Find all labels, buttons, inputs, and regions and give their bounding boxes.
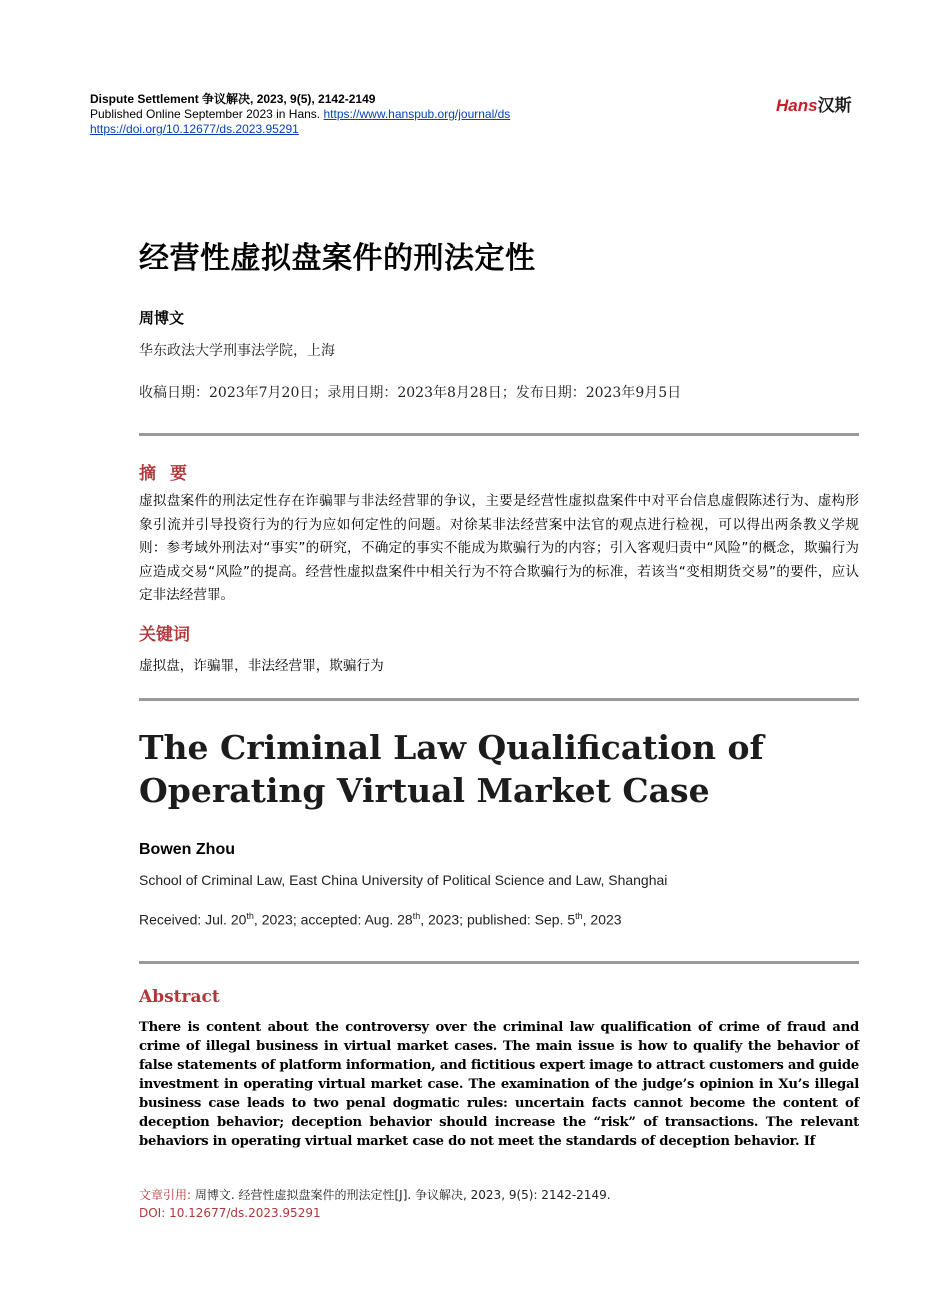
en-article-title: The Criminal Law Qualification of Operating Virtual Market Case [139,728,764,810]
zh-abstract-body: 虚拟盘案件的刑法定性存在诈骗罪与非法经营罪的争议，主要是经营性虚拟盘案件中对平台信息虚假陈述行为、虚构形象引流并引导投资行为的行为应如何定性的问题。对徐某非法经营案中法官的观点进行检视，可以得出两条教义学规则：参考域外刑法对“事实”的研究，不确定的事实不能成为欺骗行为的内容；引入客观归责中“风险”的概念，欺骗行为应造成交易“风险”的提高。经营性虚拟盘案件中相关行为不符合欺骗行为的标准，若该当“变相期货交易”的要件，应认定非法经营罪。 [139,493,859,603]
en-abstract-heading: Abstract [139,987,220,1007]
published-date: , 2023; published: Sep. 5 [420,911,576,928]
zh-keywords: 虚拟盘，诈骗罪，非法经营罪，欺骗行为 [139,658,384,674]
section-divider [139,433,859,436]
logo-brand: Hans [776,96,818,115]
zh-keywords-heading: 关键词 [139,625,190,645]
en-author: Bowen Zhou [139,841,235,858]
doi-url-link[interactable]: https://doi.org/10.12677/ds.2023.95291 [90,122,299,136]
journal-url-link[interactable]: https://www.hanspub.org/journal/ds [323,107,511,121]
section-divider [139,698,859,701]
published-prefix: Published Online September 2023 in Hans. [90,107,324,121]
citation-line [139,1186,611,1204]
published-year: , 2023 [582,911,622,928]
zh-affiliation: 华东政法大学刑事法学院，上海 [139,343,335,359]
publisher-logo [776,91,852,116]
zh-abstract-heading: 摘要 [139,464,201,484]
citation-label: 文章引用: [139,1188,195,1202]
received-ordinal: th [246,911,254,921]
citation-doi: DOI: 10.12677/ds.2023.95291 [139,1206,321,1220]
section-divider [139,961,859,964]
accepted-ordinal: th [412,911,421,921]
published-line [90,107,870,122]
en-dates [139,911,622,928]
published-ordinal: th [575,911,583,921]
received-date: Received: Jul. 20 [139,911,247,928]
zh-article-title: 经营性虚拟盘案件的刑法定性 [139,241,536,276]
doi-line [90,122,870,137]
journal-line: Dispute Settlement 争议解决, 2023, 9(5), 2142-2149 [90,92,376,106]
logo-brand-cn: 汉斯 [817,96,852,115]
zh-dates: 收稿日期：2023年7月20日；录用日期：2023年8月28日；发布日期：2023年9月5日 [139,385,682,401]
en-abstract-body: There is content about the controversy over the criminal law qualification of crime of fraud and crime of illegal business in virtual market cases. The main issue is how to qualify the behavior of false statements of platform information, and fictitious expert image to attract customers and guide investment in operating virtual market case. The examination of the judge’s opinion in Xu’s illegal business case leads to two penal dogmatic rules: uncertain facts cannot become the content of deception behavior; deception behavior should increase the “risk” of transactions. The relevant behaviors in operating virtual market case do not meet the standards of deception behavior. If [139,1020,859,1149]
zh-author: 周博文 [139,309,185,327]
journal-header [90,92,870,137]
citation-text: 周博文. 经营性虚拟盘案件的刑法定性[J]. 争议解决, 2023, 9(5): 2142-2149. [194,1188,611,1202]
en-affiliation: School of Criminal Law, East China University of Political Science and Law, Shanghai [139,872,668,888]
citation-block [139,1186,611,1222]
accepted-date: , 2023; accepted: Aug. 28 [253,911,413,928]
